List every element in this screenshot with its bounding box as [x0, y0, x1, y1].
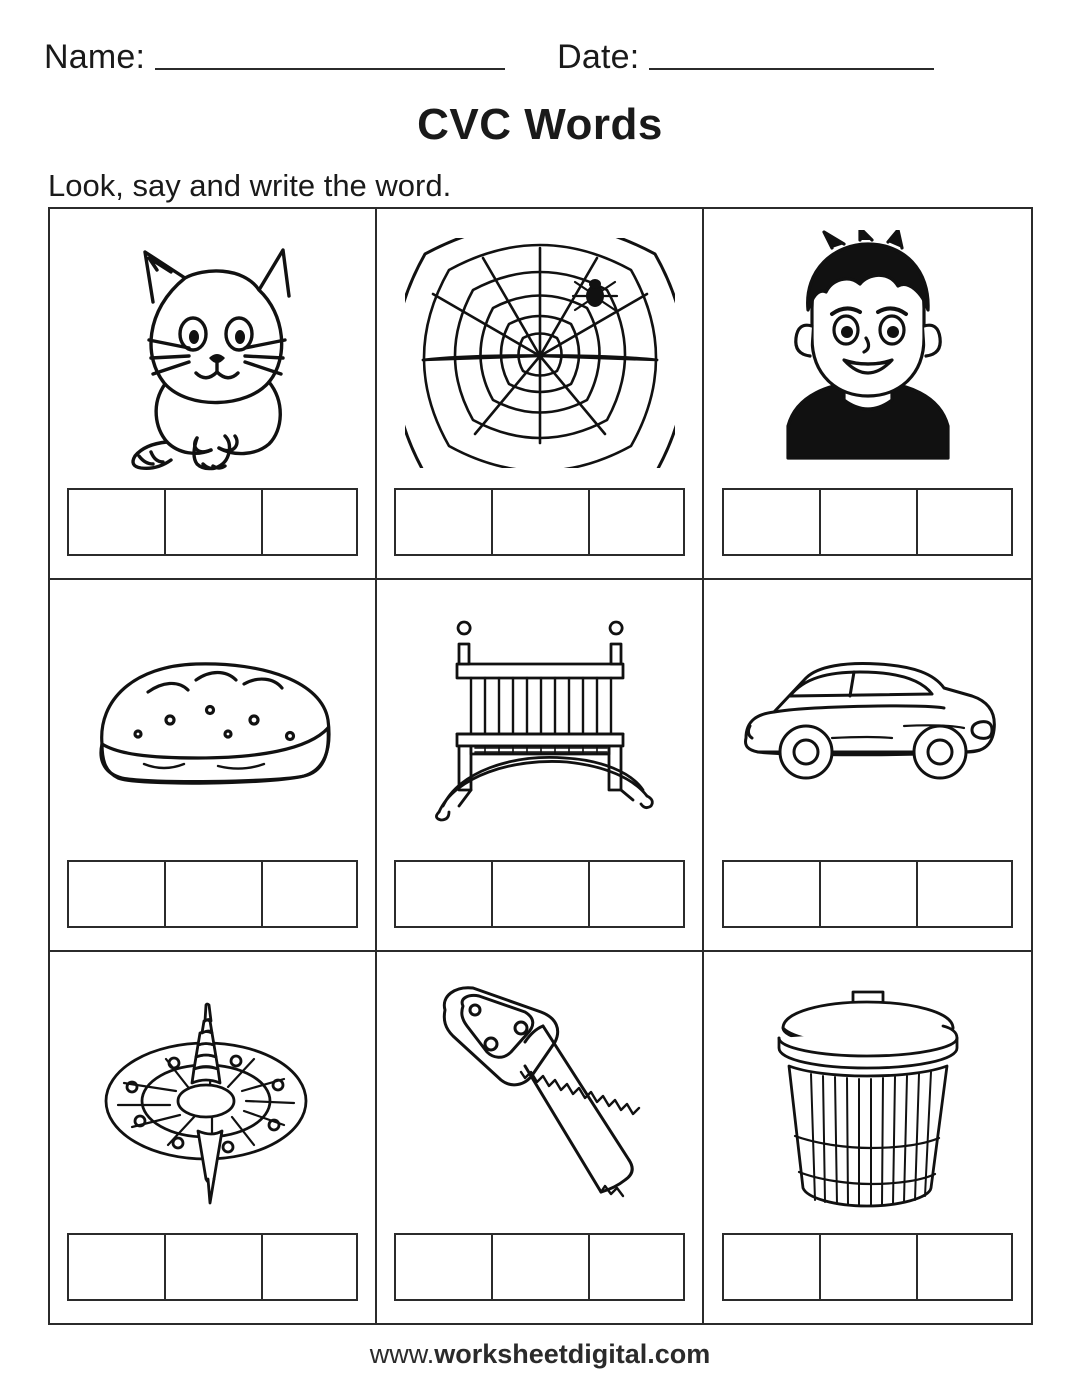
spider [586, 279, 604, 307]
garbage-bin-illustration [704, 960, 1031, 1233]
letter-box[interactable] [261, 488, 358, 556]
letter-box[interactable] [164, 1233, 261, 1301]
letter-box[interactable] [67, 860, 164, 928]
letter-box[interactable] [819, 860, 916, 928]
letter-box[interactable] [722, 1233, 819, 1301]
letter-boxes[interactable] [394, 860, 685, 928]
date-label: Date: [557, 38, 640, 76]
letter-box[interactable] [394, 488, 491, 556]
page-title: CVC Words [417, 100, 663, 149]
worksheet-item [50, 952, 377, 1323]
letter-box[interactable] [722, 488, 819, 556]
car-illustration [704, 588, 1031, 859]
letter-box[interactable] [916, 1233, 1013, 1301]
footer-url-site: worksheetdigital.com [434, 1339, 711, 1369]
letter-box[interactable] [588, 1233, 685, 1301]
letter-boxes[interactable] [67, 1233, 358, 1301]
letter-boxes[interactable] [67, 488, 358, 556]
spinning-top-illustration [50, 960, 375, 1233]
letter-box[interactable] [261, 860, 358, 928]
worksheet-item [50, 209, 377, 580]
spider-web-illustration [377, 217, 702, 488]
crib-illustration [377, 588, 702, 859]
name-label: Name: [44, 38, 146, 76]
letter-box[interactable] [491, 488, 588, 556]
student-info-row [44, 38, 1036, 77]
letter-box[interactable] [67, 1233, 164, 1301]
cat-illustration [50, 217, 375, 488]
letter-box[interactable] [588, 860, 685, 928]
footer-url-prefix: www. [369, 1339, 435, 1369]
letter-box[interactable] [164, 488, 261, 556]
letter-box[interactable] [491, 860, 588, 928]
letter-box[interactable] [394, 860, 491, 928]
letter-box[interactable] [722, 860, 819, 928]
worksheet-item [377, 209, 704, 580]
name-write-line[interactable] [155, 68, 505, 70]
worksheet-item [704, 952, 1031, 1323]
letter-box[interactable] [491, 1233, 588, 1301]
letter-box[interactable] [67, 488, 164, 556]
letter-box[interactable] [261, 1233, 358, 1301]
letter-box[interactable] [916, 488, 1013, 556]
letter-boxes[interactable] [722, 1233, 1013, 1301]
letter-box[interactable] [164, 860, 261, 928]
letter-boxes[interactable] [722, 488, 1013, 556]
bread-loaf-illustration [50, 588, 375, 859]
letter-box[interactable] [916, 860, 1013, 928]
worksheet-item [50, 580, 377, 951]
letter-boxes[interactable] [394, 488, 685, 556]
letter-box[interactable] [394, 1233, 491, 1301]
letter-boxes[interactable] [67, 860, 358, 928]
boy-illustration [704, 217, 1031, 488]
letter-box[interactable] [819, 1233, 916, 1301]
worksheet-item [704, 580, 1031, 951]
worksheet-item [377, 580, 704, 951]
letter-boxes[interactable] [722, 860, 1013, 928]
date-write-line[interactable] [649, 68, 934, 70]
worksheet-item [704, 209, 1031, 580]
letter-boxes[interactable] [394, 1233, 685, 1301]
letter-box[interactable] [819, 488, 916, 556]
worksheet-grid [48, 207, 1033, 1325]
footer-url [0, 1339, 1080, 1370]
worksheet-item [377, 952, 704, 1323]
instruction-text: Look, say and write the word. [48, 168, 452, 203]
hand-saw-illustration [377, 960, 702, 1233]
letter-box[interactable] [588, 488, 685, 556]
